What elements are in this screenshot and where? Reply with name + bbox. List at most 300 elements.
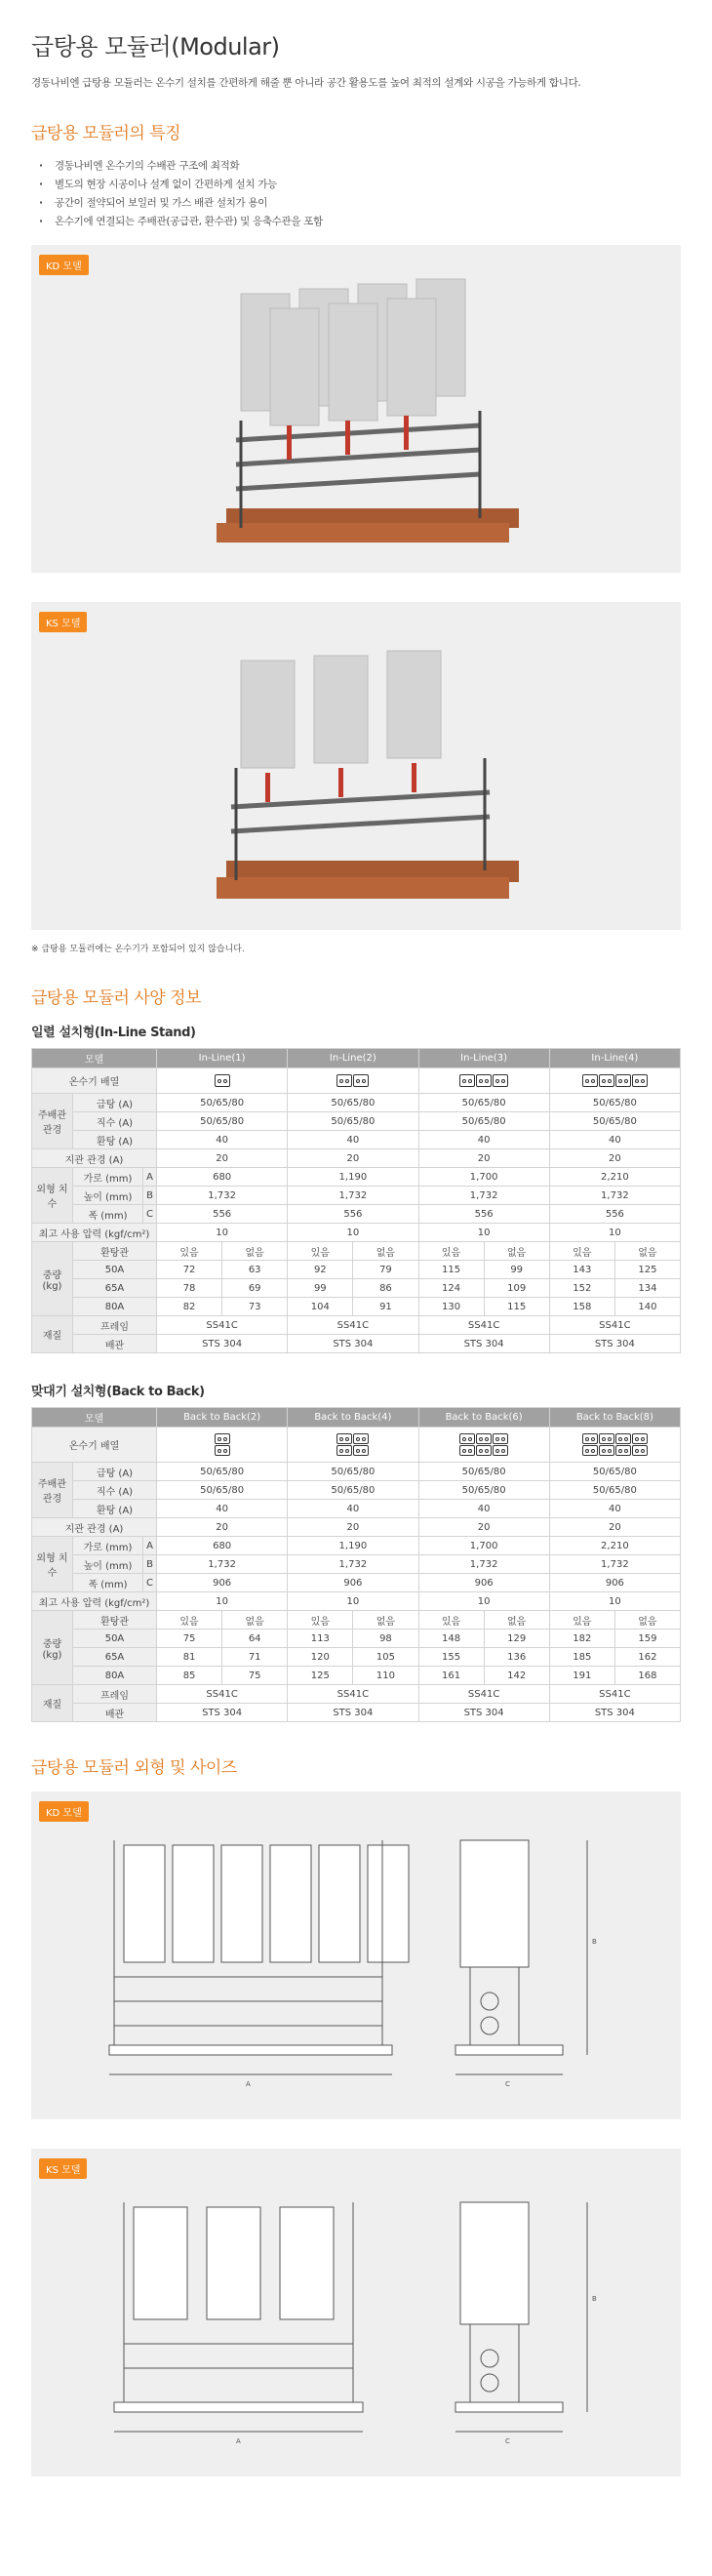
cell: 104: [288, 1298, 353, 1316]
boiler-layout-2: [288, 1068, 418, 1094]
cell: 85: [157, 1667, 222, 1685]
cell: 50/65/80: [418, 1463, 549, 1481]
ks-drawing-panel: [31, 2149, 681, 2476]
cell: 20: [418, 1518, 549, 1537]
cell: 168: [614, 1667, 680, 1685]
cell: 136: [484, 1648, 549, 1667]
row-label: 프레임: [73, 1685, 157, 1704]
cell: 40: [288, 1500, 418, 1518]
row-label: 환탕 (A): [73, 1131, 157, 1149]
cell: 있음: [157, 1242, 222, 1261]
features-heading: 급탕용 모듈러의 특징: [31, 124, 181, 143]
table-row: [32, 1224, 681, 1242]
cell: 40: [418, 1131, 549, 1149]
row-label: 최고 사용 압력 (kgf/cm²): [32, 1592, 157, 1611]
cell: 없음: [484, 1611, 549, 1630]
dim-code: C: [143, 1574, 157, 1592]
dim-code: C: [143, 1205, 157, 1224]
boiler-icon: [599, 1445, 614, 1456]
cell: 1,732: [418, 1555, 549, 1574]
cell: 1,732: [418, 1187, 549, 1205]
cell: 10: [157, 1592, 288, 1611]
boiler-icon: [632, 1433, 648, 1444]
cell: 556: [549, 1205, 680, 1224]
boiler-layout-4: [549, 1068, 680, 1094]
cell: 120: [288, 1648, 353, 1667]
header-b2b-8: Back to Back(8): [549, 1408, 680, 1428]
boiler-icon: [336, 1445, 352, 1456]
group-label: 재질: [32, 1316, 73, 1353]
cell: 159: [614, 1630, 680, 1648]
row-label: 배관: [73, 1704, 157, 1722]
cell: 50/65/80: [549, 1112, 680, 1131]
feature-item: · 경동나비엔 온수기의 수배관 구조에 최적화: [31, 157, 681, 176]
drawings-heading: 급탕용 모듈러 외형 및 사이즈: [31, 1758, 237, 1778]
dim-b-label: B: [592, 1938, 597, 1946]
row-label: 배관: [73, 1335, 157, 1353]
boiler-layout-8: [549, 1428, 680, 1463]
cell: 1,190: [288, 1168, 418, 1187]
ks-model-tag: KS 모델: [39, 612, 87, 632]
cell: 1,732: [157, 1187, 288, 1205]
cell: 50/65/80: [549, 1481, 680, 1500]
header-b2b-6: Back to Back(6): [418, 1408, 549, 1428]
cell: STS 304: [549, 1335, 680, 1353]
cell: 64: [222, 1630, 288, 1648]
cell: 있음: [288, 1611, 353, 1630]
table-row: [32, 1187, 681, 1205]
cell: 10: [549, 1592, 680, 1611]
cell: 1,732: [549, 1187, 680, 1205]
table-row: [32, 1611, 681, 1630]
cell: 50/65/80: [418, 1481, 549, 1500]
table-header-row: [32, 1408, 681, 1428]
cell: STS 304: [157, 1704, 288, 1722]
boiler-icon: [476, 1074, 492, 1087]
cell: 1,732: [549, 1555, 680, 1574]
cell: 134: [614, 1279, 680, 1298]
cell: 있음: [418, 1611, 484, 1630]
cell: SS41C: [288, 1316, 418, 1335]
group-label: 재질: [32, 1685, 73, 1722]
cell: 40: [157, 1131, 288, 1149]
cell: 10: [418, 1592, 549, 1611]
cell: 125: [288, 1667, 353, 1685]
row-label: 급탕 (A): [73, 1094, 157, 1112]
boiler-icon: [615, 1445, 631, 1456]
cell: 99: [288, 1279, 353, 1298]
row-label: 온수기 배열: [32, 1428, 157, 1463]
boiler-icon: [476, 1445, 492, 1456]
row-label: 80A: [73, 1298, 157, 1316]
cell: 20: [549, 1518, 680, 1537]
cell: 82: [157, 1298, 222, 1316]
dim-c-label: C: [505, 2080, 510, 2088]
cell: 1,732: [157, 1555, 288, 1574]
cell: 142: [484, 1667, 549, 1685]
table-row: [32, 1298, 681, 1316]
ks-drawing-tag: KS 모델: [39, 2158, 87, 2179]
cell: SS41C: [549, 1685, 680, 1704]
table-row: [32, 1094, 681, 1112]
boiler-icon: [493, 1433, 508, 1444]
cell: 182: [549, 1630, 614, 1648]
group-label: 외형 치수: [32, 1537, 73, 1592]
header-b2b-2: Back to Back(2): [157, 1408, 288, 1428]
cell: 81: [157, 1648, 222, 1667]
cell: 86: [353, 1279, 418, 1298]
cell: 없음: [614, 1242, 680, 1261]
table-row: [32, 1068, 681, 1094]
boiler-icon: [582, 1445, 598, 1456]
table-header-row: [32, 1049, 681, 1068]
table-row: [32, 1685, 681, 1704]
cell: 50/65/80: [549, 1463, 680, 1481]
row-label: 직수 (A): [73, 1481, 157, 1500]
table-row: [32, 1131, 681, 1149]
cell: 105: [353, 1648, 418, 1667]
cell: 2,210: [549, 1168, 680, 1187]
cell: 143: [549, 1261, 614, 1279]
cell: 92: [288, 1261, 353, 1279]
table-row: [32, 1592, 681, 1611]
ks-model-photo: [31, 602, 681, 930]
header-inline-1: In-Line(1): [157, 1049, 288, 1068]
dim-code: A: [143, 1168, 157, 1187]
cell: 50/65/80: [418, 1112, 549, 1131]
cell: 없음: [353, 1242, 418, 1261]
cell: 191: [549, 1667, 614, 1685]
cell: 20: [288, 1149, 418, 1168]
ks-dimension-drawing: [31, 2149, 681, 2476]
header-inline-3: In-Line(3): [418, 1049, 549, 1068]
kd-drawing-panel: [31, 1791, 681, 2119]
feature-item: · 별도의 현장 시공이나 설계 없이 간편하게 설치 가능: [31, 176, 681, 194]
cell: 1,700: [418, 1168, 549, 1187]
table-row: [32, 1279, 681, 1298]
table-row: [32, 1667, 681, 1685]
cell: 10: [418, 1224, 549, 1242]
boiler-icon: [599, 1074, 614, 1087]
cell: STS 304: [418, 1335, 549, 1353]
cell: STS 304: [288, 1704, 418, 1722]
kd-dimension-drawing: [31, 1791, 681, 2119]
row-label: 최고 사용 압력 (kgf/cm²): [32, 1224, 157, 1242]
table-row: [32, 1335, 681, 1353]
spec-heading: 급탕용 모듈러 사양 정보: [31, 988, 201, 1008]
row-label: 환탕관: [73, 1242, 157, 1261]
cell: 109: [484, 1279, 549, 1298]
cell: 110: [353, 1667, 418, 1685]
table-row: [32, 1704, 681, 1722]
cell: 50/65/80: [288, 1112, 418, 1131]
table-row: [32, 1168, 681, 1187]
boiler-layout-6: [418, 1428, 549, 1463]
row-label: 가로 (mm): [73, 1168, 143, 1187]
cell: 129: [484, 1630, 549, 1648]
cell: 없음: [353, 1611, 418, 1630]
cell: SS41C: [418, 1685, 549, 1704]
boiler-icon: [493, 1074, 508, 1087]
group-label: 중량 (kg): [32, 1242, 73, 1316]
cell: 91: [353, 1298, 418, 1316]
feature-item: · 온수기에 연결되는 주배관(공급관, 환수관) 및 응축수관을 포함: [31, 213, 681, 231]
cell: 72: [157, 1261, 222, 1279]
cell: 50/65/80: [157, 1094, 288, 1112]
row-label: 높이 (mm): [73, 1555, 143, 1574]
cell: 158: [549, 1298, 614, 1316]
cell: 50/65/80: [157, 1481, 288, 1500]
row-label: 폭 (mm): [73, 1205, 143, 1224]
cell: 152: [549, 1279, 614, 1298]
cell: 40: [418, 1500, 549, 1518]
table-row: [32, 1555, 681, 1574]
cell: SS41C: [549, 1316, 680, 1335]
cell: 1,732: [288, 1555, 418, 1574]
cell: 2,210: [549, 1537, 680, 1555]
row-label: 65A: [73, 1279, 157, 1298]
cell: 155: [418, 1648, 484, 1667]
row-label: 프레임: [73, 1316, 157, 1335]
boiler-layout-4: [288, 1428, 418, 1463]
row-label: 50A: [73, 1261, 157, 1279]
kd-model-tag: KD 모델: [39, 255, 89, 275]
cell: 있음: [549, 1611, 614, 1630]
cell: 50/65/80: [288, 1481, 418, 1500]
table-row: [32, 1481, 681, 1500]
cell: 10: [288, 1592, 418, 1611]
boiler-icon: [353, 1433, 369, 1444]
cell: 71: [222, 1648, 288, 1667]
cell: 10: [288, 1224, 418, 1242]
boiler-icon: [476, 1433, 492, 1444]
cell: STS 304: [549, 1704, 680, 1722]
boiler-icon: [459, 1445, 475, 1456]
dim-a-label: A: [246, 2080, 251, 2088]
row-label: 지관 관경 (A): [32, 1149, 157, 1168]
row-label: 급탕 (A): [73, 1463, 157, 1481]
feature-item: · 공간이 절약되어 보일러 및 가스 배관 설치가 용이: [31, 194, 681, 213]
boiler-layout-2: [157, 1428, 288, 1463]
cell: 40: [549, 1131, 680, 1149]
cell: 50/65/80: [288, 1463, 418, 1481]
boiler-layout-3: [418, 1068, 549, 1094]
cell: 113: [288, 1630, 353, 1648]
table-row: [32, 1537, 681, 1555]
header-inline-2: In-Line(2): [288, 1049, 418, 1068]
cell: 있음: [288, 1242, 353, 1261]
boiler-icon: [632, 1445, 648, 1456]
dim-a-label: A: [236, 2437, 241, 2445]
cell: 없음: [614, 1611, 680, 1630]
boiler-icon: [493, 1445, 508, 1456]
cell: 50/65/80: [157, 1463, 288, 1481]
row-label: 지관 관경 (A): [32, 1518, 157, 1537]
row-label: 환탕 (A): [73, 1500, 157, 1518]
boiler-icon: [215, 1445, 230, 1456]
cell: 161: [418, 1667, 484, 1685]
cell: 없음: [222, 1242, 288, 1261]
table-row: [32, 1316, 681, 1335]
cell: 75: [222, 1667, 288, 1685]
boiler-icon: [615, 1074, 631, 1087]
cell: 78: [157, 1279, 222, 1298]
boiler-layout-1: [157, 1068, 288, 1094]
kd-model-photo: [31, 245, 681, 573]
cell: 124: [418, 1279, 484, 1298]
row-label: 온수기 배열: [32, 1068, 157, 1094]
cell: 125: [614, 1261, 680, 1279]
cell: 1,700: [418, 1537, 549, 1555]
note-text: ※ 급탕용 모듈러에는 온수기가 포함되어 있지 않습니다.: [31, 945, 245, 954]
boiler-icon: [582, 1433, 598, 1444]
header-inline-4: In-Line(4): [549, 1049, 680, 1068]
table-row: [32, 1242, 681, 1261]
cell: 50/65/80: [549, 1094, 680, 1112]
boiler-icon: [336, 1074, 352, 1087]
cell: 556: [157, 1205, 288, 1224]
cell: 148: [418, 1630, 484, 1648]
row-label: 높이 (mm): [73, 1187, 143, 1205]
dim-code: A: [143, 1537, 157, 1555]
cell: STS 304: [288, 1335, 418, 1353]
cell: 없음: [484, 1242, 549, 1261]
cell: STS 304: [157, 1335, 288, 1353]
cell: 556: [418, 1205, 549, 1224]
cell: 없음: [222, 1611, 288, 1630]
row-label: 가로 (mm): [73, 1537, 143, 1555]
cell: 1,732: [288, 1187, 418, 1205]
cell: SS41C: [157, 1316, 288, 1335]
cell: 906: [549, 1574, 680, 1592]
cell: 115: [418, 1261, 484, 1279]
cell: 680: [157, 1537, 288, 1555]
cell: 906: [418, 1574, 549, 1592]
row-label: 80A: [73, 1667, 157, 1685]
cell: 있음: [157, 1611, 222, 1630]
table-row: [32, 1463, 681, 1481]
feature-list: [31, 157, 681, 231]
cell: SS41C: [157, 1685, 288, 1704]
cell: 40: [157, 1500, 288, 1518]
cell: 40: [288, 1131, 418, 1149]
boiler-icon: [582, 1074, 598, 1087]
boiler-icon: [459, 1433, 475, 1444]
dim-b-label: B: [592, 2295, 597, 2303]
cell: 680: [157, 1168, 288, 1187]
boiler-icon: [615, 1433, 631, 1444]
table-row: [32, 1630, 681, 1648]
cell: 20: [288, 1518, 418, 1537]
table-row: [32, 1500, 681, 1518]
cell: 162: [614, 1648, 680, 1667]
dim-code: B: [143, 1187, 157, 1205]
cell: SS41C: [288, 1685, 418, 1704]
group-label: 외형 치수: [32, 1168, 73, 1224]
boiler-icon: [215, 1433, 230, 1444]
cell: 10: [549, 1224, 680, 1242]
cell: 130: [418, 1298, 484, 1316]
cell: 20: [157, 1518, 288, 1537]
table-row: [32, 1112, 681, 1131]
table-row: [32, 1574, 681, 1592]
b2b-spec-table: [31, 1407, 681, 1722]
header-b2b-4: Back to Back(4): [288, 1408, 418, 1428]
cell: 50/65/80: [288, 1094, 418, 1112]
boiler-icon: [353, 1074, 369, 1087]
cell: 185: [549, 1648, 614, 1667]
cell: 69: [222, 1279, 288, 1298]
cell: 10: [157, 1224, 288, 1242]
cell: 99: [484, 1261, 549, 1279]
cell: 140: [614, 1298, 680, 1316]
dim-code: B: [143, 1555, 157, 1574]
group-label: 주배관 관경: [32, 1463, 73, 1518]
cell: SS41C: [418, 1316, 549, 1335]
boiler-icon: [459, 1074, 475, 1087]
cell: 73: [222, 1298, 288, 1316]
b2b-table-title: 맞대기 설치형(Back to Back): [31, 1385, 205, 1399]
boiler-icon: [336, 1433, 352, 1444]
group-label: 중량 (kg): [32, 1611, 73, 1685]
cell: 115: [484, 1298, 549, 1316]
inline-table-title: 일렬 설치형(In-Line Stand): [31, 1026, 196, 1040]
cell: 556: [288, 1205, 418, 1224]
page-title: 급탕용 모듈러(Modular): [31, 33, 280, 60]
table-row: [32, 1648, 681, 1667]
cell: 50/65/80: [418, 1094, 549, 1112]
cell: 50/65/80: [157, 1112, 288, 1131]
table-row: [32, 1261, 681, 1279]
row-label: 환탕관: [73, 1611, 157, 1630]
cell: STS 304: [418, 1704, 549, 1722]
ks-module-illustration: [31, 602, 681, 930]
kd-drawing-tag: KD 모델: [39, 1801, 89, 1822]
cell: 63: [222, 1261, 288, 1279]
cell: 906: [157, 1574, 288, 1592]
boiler-icon: [632, 1074, 648, 1087]
cell: 75: [157, 1630, 222, 1648]
table-row: [32, 1149, 681, 1168]
row-label: 65A: [73, 1648, 157, 1667]
intro-text: 경동나비엔 급탕용 모듈러는 온수기 설치를 간편하게 해줄 뿐 아니라 공간 활용도를 높여 최적의 설계와 시공을 가능하게 합니다.: [31, 77, 581, 89]
dim-c-label: C: [505, 2437, 510, 2445]
table-row: [32, 1518, 681, 1537]
table-row: [32, 1205, 681, 1224]
cell: 40: [549, 1500, 680, 1518]
cell: 98: [353, 1630, 418, 1648]
header-model: 모델: [32, 1049, 157, 1068]
inline-spec-table: [31, 1048, 681, 1353]
cell: 있음: [549, 1242, 614, 1261]
kd-module-illustration: [31, 245, 681, 573]
cell: 20: [157, 1149, 288, 1168]
cell: 1,190: [288, 1537, 418, 1555]
boiler-icon: [215, 1074, 230, 1087]
row-label: 폭 (mm): [73, 1574, 143, 1592]
boiler-icon: [353, 1445, 369, 1456]
group-label: 주배관 관경: [32, 1094, 73, 1149]
cell: 있음: [418, 1242, 484, 1261]
header-model: 모델: [32, 1408, 157, 1428]
row-label: 직수 (A): [73, 1112, 157, 1131]
cell: 20: [418, 1149, 549, 1168]
boiler-icon: [599, 1433, 614, 1444]
cell: 79: [353, 1261, 418, 1279]
row-label: 50A: [73, 1630, 157, 1648]
cell: 906: [288, 1574, 418, 1592]
cell: 20: [549, 1149, 680, 1168]
